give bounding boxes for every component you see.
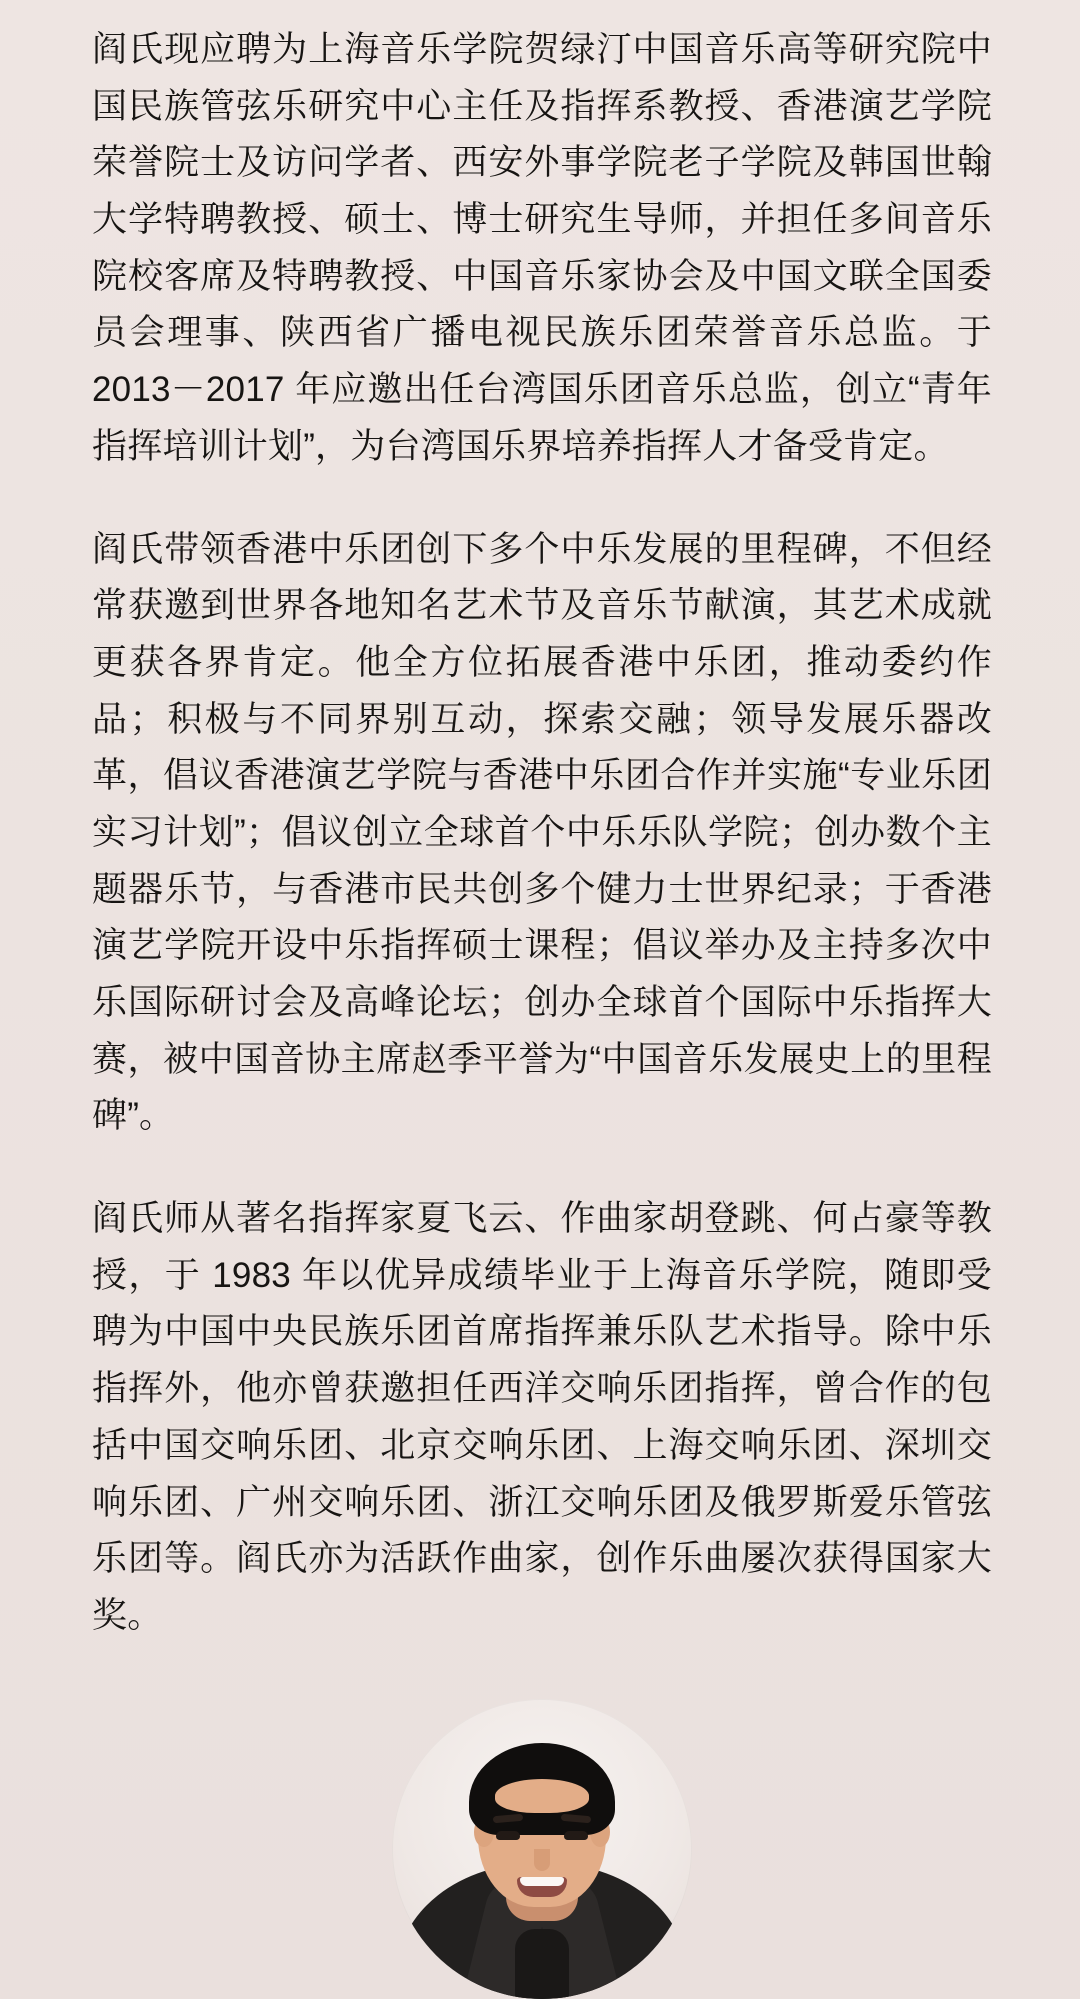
biography-text-block <box>92 18 992 1645</box>
biography-paragraph-1: 阎氏现应聘为上海音乐学院贺绿汀中国音乐高等研究院中国民族管弦乐研究中心主任及指挥系教授、香港演艺学院荣誉院士及访问学者、西安外事学院老子学院及韩国世翰大学特聘教授、硕士、博士研究生导师，并担任多间音乐院校客席及特聘教授、中国音乐家协会及中国文联全国委员会理事、陕西省广播电视民族乐团荣誉音乐总监。于 2013－2017 年应邀出任台湾国乐团音乐总监，创立“青年指挥培训计划”，为台湾国乐界培养指挥人才备受肯定。 <box>92 30 992 466</box>
portrait-container <box>92 1699 992 1999</box>
portrait-eye-left <box>496 1831 520 1840</box>
portrait-mouth <box>517 1877 567 1897</box>
biography-paragraph-3: 阎氏师从著名指挥家夏飞云、作曲家胡登跳、何占豪等教授，于 1983 年以优异成绩毕业于上海音乐学院，随即受聘为中国中央民族乐团首席指挥兼乐队艺术指导。除中乐指挥外，他亦曾获邀担任西洋交响乐团指挥，曾合作的包括中国交响乐团、北京交响乐团、上海交响乐团、深圳交响乐团、广州交响乐团、浙江交响乐团及俄罗斯爱乐管弦乐团等。阎氏亦为活跃作曲家，创作乐曲屡次获得国家大奖。 <box>92 1199 992 1635</box>
portrait-hair <box>469 1743 615 1835</box>
portrait-eye-right <box>564 1831 588 1840</box>
portrait-nose <box>534 1849 550 1871</box>
portrait-photo <box>392 1699 692 1999</box>
biography-paragraph-2: 阎氏带领香港中乐团创下多个中乐发展的里程碑，不但经常获邀到世界各地知名艺术节及音乐节献演，其艺术成就更获各界肯定。他全方位拓展香港中乐团，推动委约作品；积极与不同界别互动，探索交融；领导发展乐器改革，倡议香港演艺学院与香港中乐团合作并实施“专业乐团实习计划”；倡议创立全球首个中乐乐队学院；创办数个主题器乐节，与香港市民共创多个健力士世界纪录；于香港演艺学院开设中乐指挥硕士课程；倡议举办及主持多次中乐国际研讨会及高峰论坛；创办全球首个国际中乐指挥大赛，被中国音协主席赵季平誉为“中国音乐发展史上的里程碑”。 <box>92 529 992 1136</box>
portrait-shirt <box>515 1929 569 1999</box>
